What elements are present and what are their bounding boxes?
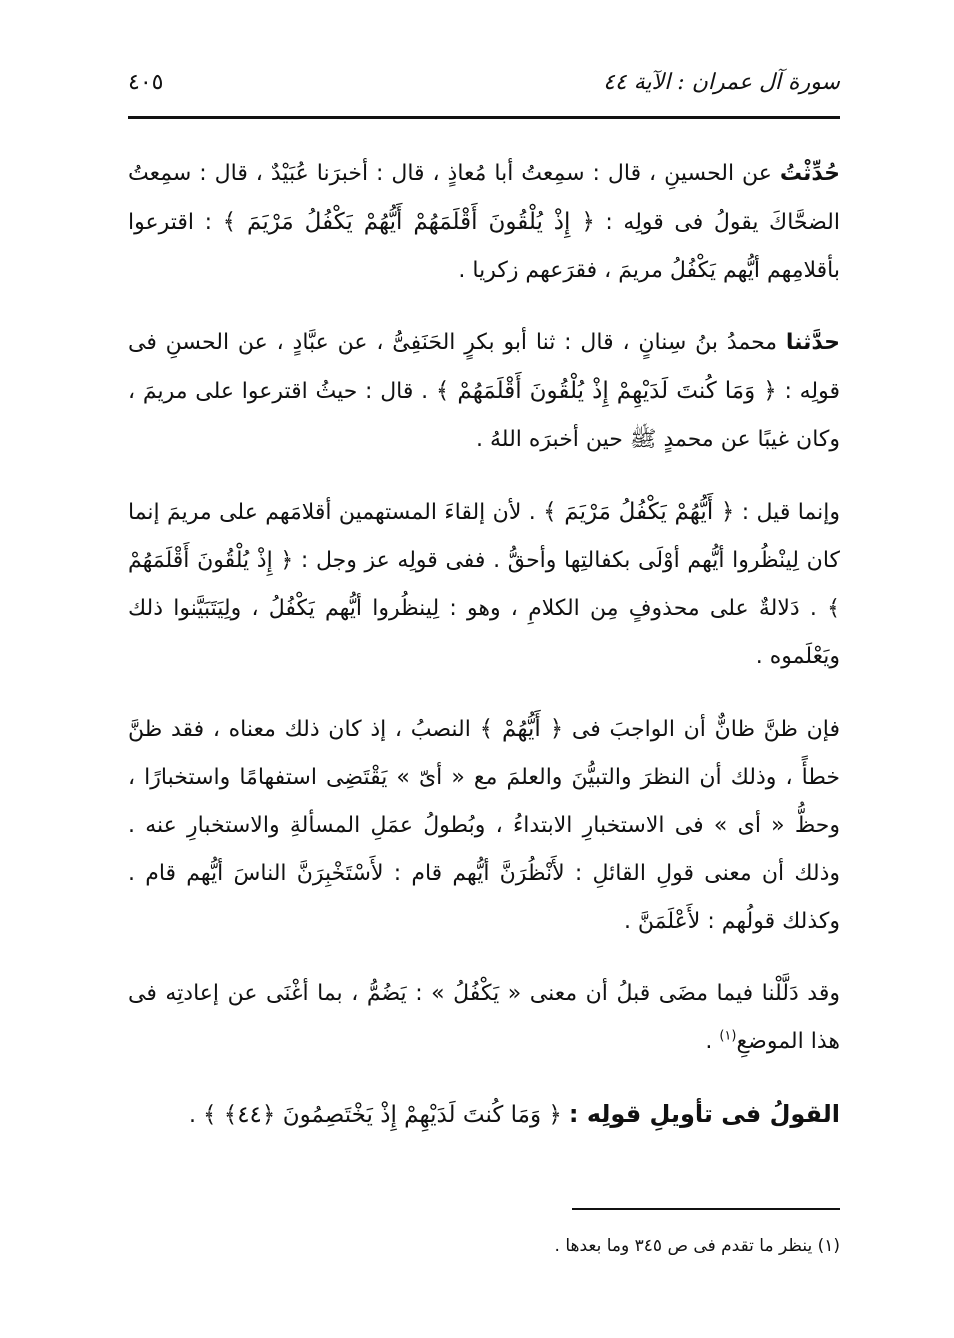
heading-lead: القولُ فى تأويلِ قولِه : [568,1100,840,1128]
header-rule [128,116,840,119]
main-text [128,150,840,1164]
quran-quote: ﴿ وَمَا كُنتَ لَدَيْهِمْ إِذْ يَخْتَصِمُونَ ﴿٤٤﴾ ﴾ [202,1102,562,1128]
paragraph-text: محمدُ بنُ سِنانٍ ، قال : ثنا أبو بكرٍ الحَنَفِىُّ ، عن عبَّادٍ ، عن الحسنِ فى قولِه : [128,330,840,404]
paragraph-lead: حُدِّثْتُ [779,161,840,186]
paragraph-text: فإن ظنَّ ظانٌّ أن الواجبَ فى [563,717,840,742]
paragraph-text: وإنما قيل : [734,500,840,525]
running-title: سورة آل عمران : الآية ٤٤ [603,69,840,95]
quran-quote: ﴿ وَمَا كُنتَ لَدَيْهِمْ إِذْ يُلْقُونَ أَقْلَمَهُمْ ﴾ [435,378,777,404]
paragraph-4 [128,705,840,946]
footnote: (١) ينظر ما تقدم فى ص ٣٤٥ وما بعدها . [554,1236,840,1256]
paragraph-text-continued: . [705,1029,720,1054]
quran-quote: ﴿ أَيُّهُمْ ﴾ [479,716,564,742]
footnote-reference[interactable]: (١) [719,1028,737,1044]
paragraph-text-continued: . لأن إلقاءَ المستهمين أقلامَهم على مريمَ إنما كان لِينْظُروا أيُّهم أوْلَى بكفالتِها وأحقُّ . ففى قولِه عز وجل : ﴿ إِذْ يُلْقُونَ أَقْلَمَهُمْ ﴾ . دَلالةٌ على محذوفٍ مِن الكلامِ ، وهو : لِينظُروا أيُّهم يَكْفُلُ ، ولِيَتَبَيَّنوا ذلك ويَعْلَموه . [128,500,840,669]
paragraph-text-continued: . قال : حيثُ اقترعوا على مريمَ ، وكان غيبًا عن محمدٍ ﷺ حين أخبرَه اللهُ . [128,379,840,452]
paragraph-text-continued: : اقترعوا بأقلامِهم أيُّهم يَكْفُلُ مريمَ ، فقرَعهم زكريا . [128,210,840,283]
page-number: ٤٠٥ [128,69,164,95]
paragraph-text: عن الحسينِ ، قال : سمِعتُ أبا مُعاذٍ ، قال : أخبرَنا عُبَيْدٌ ، قال : سمِعتُ الضحَّاكَ يقولُ فى قولِه : [128,161,840,235]
section-heading [128,1090,840,1140]
paragraph-text-continued: النصبُ ، إذ كان ذلك معناه ، فقد ظنَّ خطأً ، وذلك أن النظرَ والتبيُّنَ والعلمَ مع « أىّ » يَقْتَضِى استفهامًا واستخبارًا ، وحظُّ « أى » فى الاستخبارِ الابتداءُ ، وبُطولُ عمَلِ المسألةِ والاستخبارِ عنه . وذلك أن معنى قولِ القائلِ : لأَنْظُرَنَّ أيُّهم قام : لأَسْتَخْبِرَنَّ الناسَ أيُّهم قام . وكذلك قولُهم : لأَعْلَمَنَّ . [128,717,840,934]
heading-end: . [188,1103,203,1128]
paragraph-lead: حدَّثنا [785,330,840,355]
footnote-rule [572,1208,840,1210]
paragraph-5 [128,970,840,1066]
quran-quote: ﴿ أَيُّهُمْ يَكْفُلُ مَرْيَمَ ﴾ [543,499,735,525]
paragraph-3 [128,488,840,681]
paragraph-2 [128,319,840,464]
paragraph-text: وقد دَلَّلْنا فيما مضَى قبلُ أن معنى « يَكْفُلُ » : يَضُمُّ ، بما أغْنَى عن إعادتِه فى هذا الموضعِ [128,981,840,1054]
paragraph-1 [128,150,840,295]
running-header [128,60,840,104]
quran-quote: ﴿ إِذْ يُلْقُونَ أَقْلَمَهُمْ أَيُّهُمْ يَكْفُلُ مَرْيَمَ ﴾ [222,209,595,235]
